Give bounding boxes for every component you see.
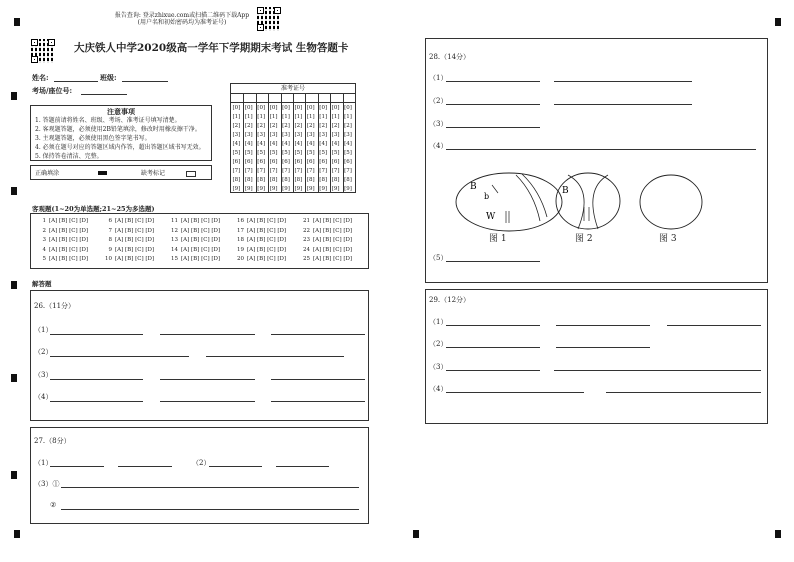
objective-question-row[interactable] (167, 218, 220, 224)
registration-mark (11, 374, 17, 382)
q29-answer-line[interactable] (446, 370, 540, 371)
objective-question-row[interactable] (167, 237, 220, 243)
q26-answer-line[interactable] (50, 401, 143, 402)
registration-mark (775, 18, 781, 26)
answer-options[interactable]: [A] [B] [C] [D] (49, 218, 89, 224)
exam-digit-bubble[interactable]: [6] (331, 159, 340, 165)
figure-1-caption: 图 1 (489, 234, 507, 244)
answer-options[interactable]: [A] [B] [C] [D] (181, 256, 221, 262)
exam-digit-bubble[interactable]: [9] (319, 186, 328, 192)
question-number: 20 (237, 256, 244, 262)
exam-digit-bubble[interactable]: [3] (331, 132, 340, 138)
q27-answer-line[interactable] (276, 466, 329, 467)
objective-question-row[interactable] (35, 228, 88, 234)
question-number: 3 (42, 237, 46, 243)
question-number: 10 (105, 256, 112, 262)
exam-digit-bubble[interactable]: [8] (257, 177, 266, 183)
correct-fill-label: 正确填涂 (35, 170, 60, 177)
answer-options[interactable]: [A] [B] [C] [D] (115, 237, 155, 243)
qr-code (256, 6, 282, 32)
exam-digit-bubble[interactable]: [2] (319, 123, 328, 129)
exam-digit-bubble[interactable]: [9] (232, 186, 241, 192)
page-title: 大庆铁人中学2020级高一学年下学期期末考试 生物答题卡 (74, 42, 349, 54)
exam-digit-bubble[interactable]: [7] (269, 168, 278, 174)
exam-digit-bubble[interactable]: [5] (294, 150, 303, 156)
question-number: 18 (237, 237, 244, 243)
question-29-title: 29.（12分） (429, 296, 471, 304)
exam-digit-bubble[interactable]: [0] (319, 105, 328, 111)
answer-options[interactable]: [A] [B] [C] [D] (181, 227, 221, 234)
q29-answer-line[interactable] (667, 325, 761, 326)
exam-digit-bubble[interactable]: [9] (331, 186, 340, 192)
exam-digit-bubble[interactable]: [0] (344, 105, 352, 111)
q26-answer-line[interactable] (50, 334, 143, 335)
q28-answer-line[interactable] (554, 104, 692, 105)
exam-digit-bubble[interactable]: [1] (306, 114, 315, 120)
q26-label-3: （3） (34, 371, 53, 379)
registration-mark (11, 187, 17, 195)
answer-options[interactable]: [A] [B] [C] [D] (313, 218, 353, 224)
exam-digit-bubble[interactable]: [2] (331, 123, 340, 129)
q28-answer-line[interactable] (446, 81, 540, 82)
objective-question-row[interactable] (167, 256, 220, 262)
answer-options[interactable]: [A] [B] [C] [D] (313, 237, 353, 243)
exam-digit-bubble[interactable]: [0] (244, 105, 253, 111)
q29-label-4: （4） (429, 385, 448, 393)
exam-digit-bubble[interactable]: [6] (294, 159, 303, 165)
exam-digit-bubble[interactable]: [7] (344, 168, 352, 174)
question-number: 23 (303, 237, 310, 243)
q26-answer-line[interactable] (50, 356, 189, 357)
exam-digit-bubble[interactable]: [8] (244, 177, 253, 183)
exam-digit-bubble[interactable]: [9] (244, 186, 253, 192)
exam-digit-bubble[interactable]: [1] (331, 114, 340, 120)
exam-digit-bubble[interactable]: [4] (232, 141, 241, 147)
answer-options[interactable]: [A] [B] [C] [D] (49, 256, 89, 262)
question-number: 4 (42, 246, 46, 253)
exam-digit-bubble[interactable]: [9] (257, 186, 266, 192)
exam-digit-bubble[interactable]: [8] (282, 177, 290, 183)
figure-1-label-b2: b (484, 192, 490, 201)
figure-2-label-b: B (562, 186, 569, 196)
exam-digit-bubble[interactable]: [1] (269, 114, 278, 120)
q27-label-3: （3）① (34, 480, 60, 488)
q28-answer-line[interactable] (446, 149, 756, 150)
question-number: 8 (108, 237, 112, 243)
exam-digit-bubble[interactable]: [3] (294, 132, 303, 138)
exam-digit-bubble[interactable]: [1] (232, 114, 241, 120)
exam-digit-bubble[interactable]: [1] (344, 114, 352, 120)
objective-answer-box (30, 213, 369, 269)
exam-digit-bubble[interactable]: [4] (294, 141, 303, 147)
objective-question-row[interactable] (233, 247, 286, 253)
q26-answer-line[interactable] (206, 356, 344, 357)
objective-question-row[interactable] (299, 247, 352, 253)
q26-answer-line[interactable] (160, 334, 255, 335)
registration-mark (775, 530, 781, 538)
objective-question-row[interactable] (101, 237, 154, 243)
question-number: 9 (108, 246, 112, 253)
question-28-title: 28.（14分） (429, 53, 471, 61)
answer-options[interactable]: [A] [B] [C] [D] (313, 256, 353, 262)
exam-digit-bubble[interactable]: [6] (282, 159, 290, 165)
objective-question-row[interactable] (299, 218, 352, 224)
exam-digit-bubble[interactable]: [2] (294, 123, 303, 129)
q29-answer-line[interactable] (556, 325, 650, 326)
q28-answer-line[interactable] (446, 127, 540, 128)
exam-digit-bubble[interactable]: [0] (331, 105, 340, 111)
exam-digit-bubble[interactable]: [6] (269, 159, 278, 165)
instruction-item: 1. 答题前请将姓名、班级、考场、准考证号填写清楚。 (35, 117, 181, 124)
seat-field[interactable] (81, 94, 127, 95)
objective-question-row[interactable] (233, 228, 286, 234)
exam-digit-bubble[interactable]: [3] (232, 132, 241, 138)
report-query-notice (112, 12, 252, 26)
q26-answer-line[interactable] (271, 334, 365, 335)
instruction-item: 4. 必须在题号对应的答题区域内作答，超出答题区域书写无效。 (35, 144, 205, 151)
correct-fill-example (98, 171, 107, 175)
exam-digit-bubble[interactable]: [4] (269, 141, 278, 147)
exam-digit-bubble[interactable]: [7] (282, 168, 290, 174)
qr-code (30, 38, 56, 64)
q26-answer-line[interactable] (50, 379, 143, 380)
exam-digit-bubble[interactable]: [8] (306, 177, 315, 183)
exam-digit-bubble[interactable]: [9] (306, 186, 315, 192)
exam-digit-bubble[interactable]: [2] (306, 123, 315, 129)
exam-digit-bubble[interactable]: [7] (232, 168, 241, 174)
q26-label-1: （1） (34, 326, 53, 334)
exam-digit-bubble[interactable]: [7] (331, 168, 340, 174)
question-number: 1 (42, 218, 46, 224)
q27-label-2: （2） (192, 459, 211, 467)
question-number: 2 (42, 227, 46, 234)
q26-answer-line[interactable] (271, 401, 365, 402)
exam-digit-bubble[interactable]: [1] (244, 114, 253, 120)
exam-digit-bubble[interactable]: [5] (344, 150, 352, 156)
exam-digit-bubble[interactable]: [1] (257, 114, 266, 120)
question-26-box (30, 290, 369, 421)
figure-3-cell-diagram (638, 173, 704, 233)
objective-question-row[interactable] (167, 228, 220, 234)
q27-answer-line[interactable] (50, 466, 104, 467)
answer-options[interactable]: [A] [B] [C] [D] (181, 218, 221, 224)
exam-digit-bubble[interactable]: [8] (319, 177, 328, 183)
exam-digit-bubble[interactable]: [7] (319, 168, 328, 174)
absent-mark-checkbox[interactable] (186, 171, 196, 177)
exam-digit-bubble[interactable]: [6] (232, 159, 241, 165)
exam-digit-bubble[interactable]: [0] (306, 105, 315, 111)
exam-digit-bubble[interactable]: [6] (244, 159, 253, 165)
exam-digit-bubble[interactable]: [1] (294, 114, 303, 120)
exam-digit-bubble[interactable]: [7] (244, 168, 253, 174)
objective-question-row[interactable] (35, 218, 88, 224)
answer-options[interactable]: [A] [B] [C] [D] (49, 246, 89, 253)
registration-mark (14, 530, 20, 538)
question-number: 15 (171, 256, 178, 262)
registration-mark (11, 92, 17, 100)
exam-digit-bubble[interactable]: [0] (269, 105, 278, 111)
question-number: 21 (303, 218, 310, 224)
exam-digit-bubble[interactable]: [9] (344, 186, 352, 192)
registration-mark (14, 18, 20, 26)
answer-options[interactable]: [A] [B] [C] [D] (247, 237, 287, 243)
exam-digit-bubble[interactable]: [5] (244, 150, 253, 156)
question-28-box (425, 38, 768, 283)
class-field[interactable] (122, 81, 168, 82)
objective-question-row[interactable] (233, 237, 286, 243)
exam-digit-bubble[interactable]: [2] (269, 123, 278, 129)
exam-digit-bubble[interactable]: [1] (319, 114, 328, 120)
notice-line: 报告查询: 登录zhixue.com或扫描二维码下载App (114, 12, 250, 19)
figure-1-label-w: W (486, 212, 496, 222)
exam-digit-bubble[interactable]: [7] (294, 168, 303, 174)
exam-digit-bubble[interactable]: [7] (257, 168, 266, 174)
instruction-item: 5. 保持答卷清洁、完整。 (35, 153, 103, 160)
exam-digit-bubble[interactable]: [3] (319, 132, 328, 138)
q29-answer-line[interactable] (446, 392, 584, 393)
q29-answer-line[interactable] (554, 370, 761, 371)
exam-digit-bubble[interactable]: [2] (257, 123, 266, 129)
exam-digit-bubble[interactable]: [5] (282, 150, 290, 156)
exam-digit-bubble[interactable]: [5] (269, 150, 278, 156)
answer-options[interactable]: [A] [B] [C] [D] (247, 218, 287, 224)
q29-answer-line[interactable] (606, 392, 761, 393)
name-label: 姓名: (32, 73, 49, 82)
fill-example-box (30, 165, 212, 180)
question-number: 16 (237, 218, 244, 224)
exam-digit-bubble[interactable]: [4] (331, 141, 340, 147)
q28-answer-line[interactable] (446, 104, 540, 105)
q27-answer-line[interactable] (61, 487, 359, 488)
exam-digit-bubble[interactable]: [8] (269, 177, 278, 183)
instructions-box (30, 105, 212, 161)
exam-digit-bubble[interactable]: [8] (331, 177, 340, 183)
exam-digit-bubble[interactable]: [8] (232, 177, 241, 183)
objective-question-row[interactable] (167, 247, 220, 253)
question-number: 6 (108, 218, 112, 224)
exam-digit-bubble[interactable]: [0] (257, 105, 266, 111)
question-number: 14 (171, 246, 178, 253)
exam-digit-bubble[interactable]: [3] (257, 132, 266, 138)
objective-question-row[interactable] (35, 247, 88, 253)
exam-digit-bubble[interactable]: [2] (282, 123, 290, 129)
q28-answer-line[interactable] (554, 81, 692, 82)
q29-label-1: （1） (429, 318, 448, 326)
exam-digit-bubble[interactable]: [3] (282, 132, 290, 138)
q26-answer-line[interactable] (160, 401, 255, 402)
objective-question-row[interactable] (101, 247, 154, 253)
seat-label: 考场/座位号: (32, 86, 73, 95)
exam-number-grid (230, 83, 356, 193)
q29-answer-line[interactable] (556, 347, 650, 348)
instructions-heading: 注意事项 (107, 107, 135, 116)
objective-question-row[interactable] (101, 218, 154, 224)
exam-digit-bubble[interactable]: [4] (244, 141, 253, 147)
exam-digit-bubble[interactable]: [0] (232, 105, 241, 111)
q29-answer-line[interactable] (446, 325, 540, 326)
exam-digit-bubble[interactable]: [1] (282, 114, 290, 120)
exam-digit-bubble[interactable]: [5] (306, 150, 315, 156)
answer-options[interactable]: [A] [B] [C] [D] (247, 227, 287, 234)
q26-answer-line[interactable] (271, 379, 365, 380)
exam-digit-bubble[interactable]: [3] (244, 132, 253, 138)
question-number: 17 (237, 227, 244, 234)
answer-options[interactable]: [A] [B] [C] [D] (313, 227, 353, 234)
question-number: 11 (171, 218, 178, 224)
question-26-title: 26.（11分） (34, 302, 76, 310)
exam-digit-bubble[interactable]: [6] (306, 159, 315, 165)
objective-question-row[interactable] (101, 256, 154, 262)
exam-digit-bubble[interactable]: [2] (244, 123, 253, 129)
answer-options[interactable]: [A] [B] [C] [D] (181, 246, 221, 253)
exam-digit-bubble[interactable]: [9] (294, 186, 303, 192)
exam-digit-bubble[interactable]: [3] (269, 132, 278, 138)
answer-options[interactable]: [A] [B] [C] [D] (49, 237, 89, 243)
exam-digit-bubble[interactable]: [5] (232, 150, 241, 156)
exam-digit-bubble[interactable]: [8] (294, 177, 303, 183)
objective-question-row[interactable] (35, 237, 88, 243)
exam-digit-bubble[interactable]: [5] (257, 150, 266, 156)
q27-label-1: （1） (34, 459, 53, 467)
class-label: 班级: (100, 73, 117, 82)
q26-answer-line[interactable] (160, 379, 255, 380)
figure-1-label-b: B (470, 182, 477, 192)
exam-digit-bubble[interactable]: [2] (232, 123, 241, 129)
question-29-box (425, 289, 768, 424)
question-number: 7 (108, 227, 112, 234)
q28-answer-line[interactable] (446, 261, 540, 262)
objective-question-row[interactable] (233, 256, 286, 262)
answer-options[interactable]: [A] [B] [C] [D] (115, 246, 155, 253)
q27-answer-line[interactable] (209, 466, 262, 467)
exam-digit-bubble[interactable]: [7] (306, 168, 315, 174)
q29-label-2: （2） (429, 340, 448, 348)
exam-digit-bubble[interactable]: [9] (269, 186, 278, 192)
q28-label-3: （3） (429, 120, 448, 128)
exam-number-header: 准考证号 (280, 85, 305, 92)
question-number: 24 (303, 246, 310, 253)
registration-mark (11, 471, 17, 479)
question-number: 5 (42, 256, 46, 262)
figure-1-cell-diagram (454, 171, 564, 233)
exam-digit-bubble[interactable]: [9] (282, 186, 290, 192)
instruction-item: 2. 客观题答题，必须使用2B铅笔填涂，修改时用橡皮擦干净。 (35, 126, 201, 133)
q28-label-5: （5） (429, 254, 448, 262)
notice-line: (用户名和初始密码均为准考证号) (137, 19, 227, 26)
exam-digit-bubble[interactable]: [2] (344, 123, 352, 129)
question-27-title: 27.（8分） (34, 437, 71, 445)
exam-digit-bubble[interactable]: [8] (344, 177, 352, 183)
objective-question-row[interactable] (233, 218, 286, 224)
answer-options[interactable]: [A] [B] [C] [D] (115, 227, 155, 234)
exam-digit-bubble[interactable]: [5] (331, 150, 340, 156)
answer-options[interactable]: [A] [B] [C] [D] (247, 256, 287, 262)
answer-options[interactable]: [A] [B] [C] [D] (313, 246, 353, 253)
question-number: 25 (303, 256, 310, 262)
q26-label-4: （4） (34, 393, 53, 401)
registration-mark (11, 281, 17, 289)
q28-label-4: （4） (429, 142, 448, 150)
question-number: 19 (237, 246, 244, 253)
subjective-heading: 解答题 (32, 280, 52, 288)
answer-options[interactable]: [A] [B] [C] [D] (181, 237, 221, 243)
q27-answer-line[interactable] (61, 509, 359, 510)
name-field[interactable] (54, 81, 98, 82)
objective-question-row[interactable] (299, 256, 352, 262)
q28-label-1: （1） (429, 74, 448, 82)
q29-answer-line[interactable] (446, 347, 540, 348)
figure-2-caption: 图 2 (575, 234, 593, 244)
figure-2-cell-diagram (554, 171, 622, 231)
objective-question-row[interactable] (35, 256, 88, 262)
registration-mark (413, 530, 419, 538)
answer-options[interactable]: [A] [B] [C] [D] (247, 246, 287, 253)
answer-options[interactable]: [A] [B] [C] [D] (115, 256, 155, 262)
objective-question-row[interactable] (299, 237, 352, 243)
q29-label-3: （3） (429, 363, 448, 371)
exam-digit-bubble[interactable]: [4] (319, 141, 328, 147)
exam-digit-bubble[interactable]: [5] (319, 150, 328, 156)
exam-digit-bubble[interactable]: [3] (344, 132, 352, 138)
instruction-item: 3. 主观题答题，必须使用黑色签字笔书写。 (35, 135, 151, 142)
exam-digit-bubble[interactable]: [4] (306, 141, 315, 147)
exam-digit-bubble[interactable]: [6] (344, 159, 352, 165)
q27-answer-line[interactable] (118, 466, 172, 467)
exam-digit-bubble[interactable]: [6] (257, 159, 266, 165)
exam-digit-bubble[interactable]: [4] (344, 141, 352, 147)
exam-digit-bubble[interactable]: [3] (306, 132, 315, 138)
question-number: 12 (171, 227, 178, 234)
exam-digit-bubble[interactable]: [4] (257, 141, 266, 147)
q26-label-2: （2） (34, 348, 53, 356)
question-number: 22 (303, 227, 310, 234)
exam-digit-bubble[interactable]: [4] (282, 141, 290, 147)
objective-heading: 客观题(1~20为单选题;21~25为多选题) (32, 205, 155, 213)
absent-mark-label: 缺考标记 (141, 170, 166, 177)
exam-digit-bubble[interactable]: [0] (294, 105, 303, 111)
q28-label-2: （2） (429, 97, 448, 105)
objective-question-row[interactable] (101, 228, 154, 234)
answer-options[interactable]: [A] [B] [C] [D] (49, 227, 89, 234)
q27-label-3b: ② (50, 501, 57, 509)
question-number: 13 (171, 237, 178, 243)
answer-options[interactable]: [A] [B] [C] [D] (115, 218, 155, 224)
figure-3-caption: 图 3 (659, 234, 677, 244)
objective-question-row[interactable] (299, 228, 352, 234)
exam-digit-bubble[interactable]: [6] (319, 159, 328, 165)
exam-digit-bubble[interactable]: [0] (282, 105, 290, 111)
question-27-box (30, 427, 369, 524)
